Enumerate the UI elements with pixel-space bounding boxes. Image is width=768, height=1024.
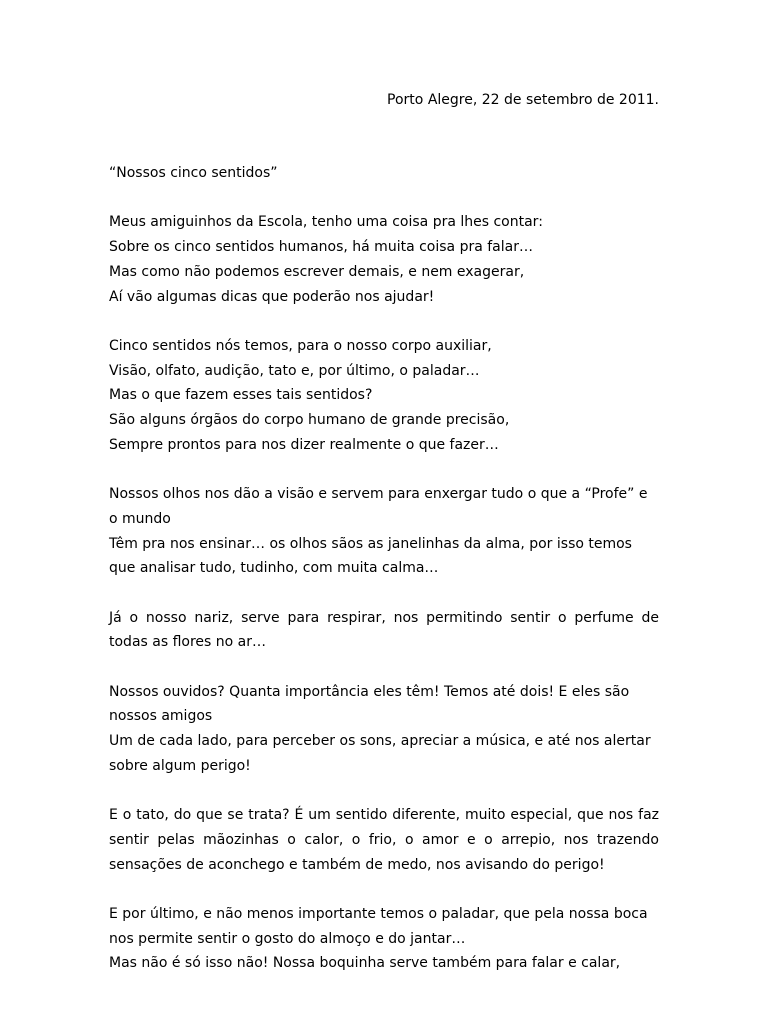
paragraph-line: Nossos ouvidos? Quanta importância eles têm! Temos até dois! E eles são nossos amigos xyxy=(109,683,630,725)
paragraph-eyes xyxy=(109,482,659,581)
paragraph-nose: Já o nosso nariz, serve para respirar, nos permitindo sentir o perfume de todas as flores no ar… xyxy=(109,609,659,651)
stanza-senses xyxy=(109,334,659,458)
document-body xyxy=(109,161,659,1001)
paragraph-touch: E o tato, do que se trata? É um sentido diferente, muito especial, que nos faz sentir pelas mãozinhas o calor, o frio, o amor e o arrepio, nos trazendo sensações de aconchego e também de medo, nos avisando do perigo! xyxy=(109,807,659,873)
stanza-line: Mas o que fazem esses tais sentidos? xyxy=(109,387,373,404)
dateline: Porto Alegre, 22 de setembro de 2011. xyxy=(387,92,659,108)
poem-title: “Nossos cinco sentidos” xyxy=(109,165,278,181)
stanza-line: Cinco sentidos nós temos, para o nosso corpo auxiliar, xyxy=(109,337,492,354)
paragraph-line: E por último, e não menos importante temos o paladar, que pela nossa boca nos permite sentir o gosto do almoço e do jantar… xyxy=(109,905,648,947)
paragraph-line: Um de cada lado, para perceber os sons, apreciar a música, e até nos alertar sobre algum perigo! xyxy=(109,733,651,774)
stanza-line: São alguns órgãos do corpo humano de grande precisão, xyxy=(109,412,510,428)
stanza-line: Visão, olfato, audição, tato e, por último, o paladar… xyxy=(109,362,480,379)
stanza-line: Meus amiguinhos da Escola, tenho uma coisa pra lhes contar: xyxy=(109,214,543,231)
stanza-line: Sobre os cinco sentidos humanos, há muita coisa pra falar… xyxy=(109,239,533,256)
paragraph-line: Têm pra nos ensinar… os olhos sãos as janelinhas da alma, por isso temos que analisar tudo, tudinho, com muita calma… xyxy=(109,535,632,577)
paragraph-taste xyxy=(109,902,659,976)
stanza-intro xyxy=(109,210,659,309)
stanza-line: Sempre prontos para nos dizer realmente o que fazer… xyxy=(109,436,499,453)
paragraph-ears xyxy=(109,680,659,779)
paragraph-line: Mas não é só isso não! Nossa boquinha serve também para falar e calar, xyxy=(109,955,621,972)
paragraph-line: Nossos olhos nos dão a visão e servem para enxergar tudo o que a “Profe” e o mundo xyxy=(109,486,648,527)
stanza-line: Mas como não podemos escrever demais, e nem exagerar, xyxy=(109,263,525,280)
stanza-line: Aí vão algumas dicas que poderão nos ajudar! xyxy=(109,288,435,305)
